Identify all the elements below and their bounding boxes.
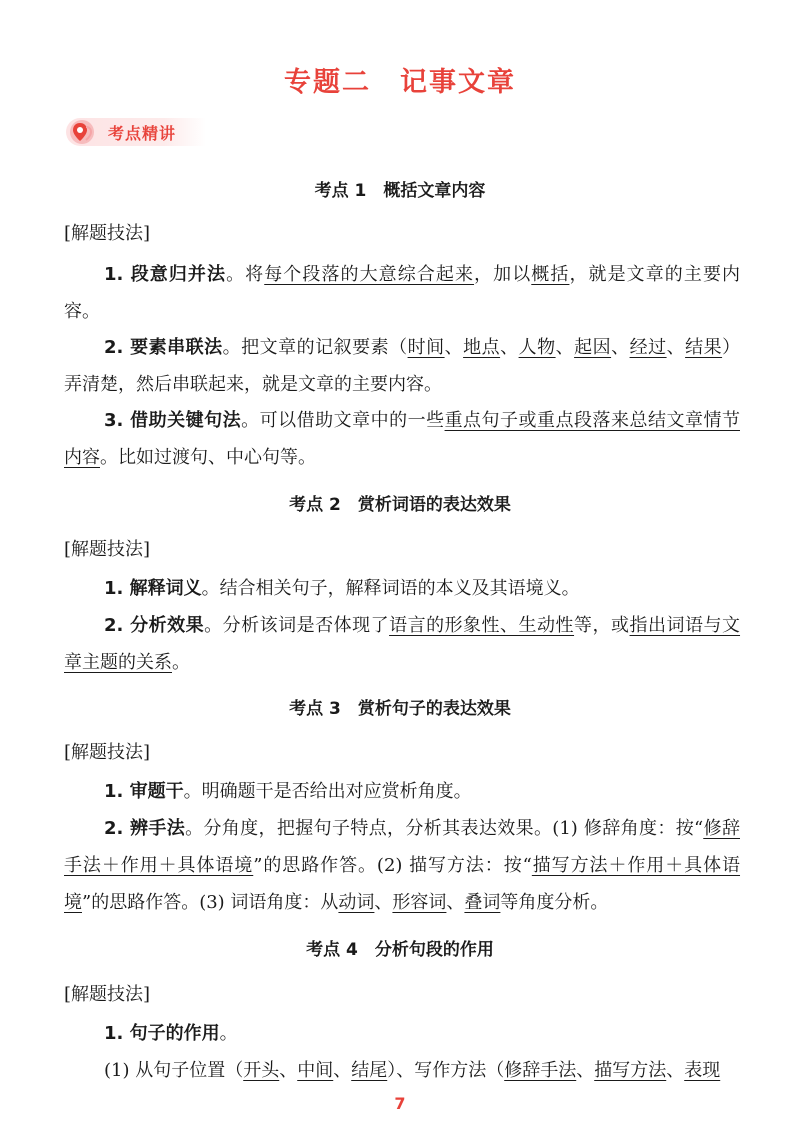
section-heading-2 <box>0 490 800 515</box>
topic-badge <box>66 118 206 146</box>
item-text: 。将 <box>226 264 265 285</box>
item-text: 、 <box>576 1060 595 1081</box>
underlined-phrase: 起因 <box>574 337 612 358</box>
section-title: 概括文章内容 <box>383 181 486 201</box>
item-text: 、 <box>555 337 575 358</box>
item-text: 。分角度，把握句子特点，分析其表达效果。(1) 修辞角度：按“ <box>185 818 704 839</box>
item-text: 、 <box>611 337 630 358</box>
method-label: [解题技法] <box>64 984 151 1005</box>
method-item <box>64 1052 740 1089</box>
section-number: 考点 1 <box>314 181 367 201</box>
item-text: 等，或 <box>574 615 630 636</box>
underlined-phrase: 描写方法 <box>594 1060 667 1081</box>
underlined-phrase: 指出词语与文章主题的关系 <box>64 615 741 673</box>
item-text: 、 <box>279 1060 298 1081</box>
item-lead: 2. 分析效果 <box>104 615 205 636</box>
underlined-phrase: 每个段落的大意综合起来 <box>264 264 475 285</box>
item-text: 、 <box>666 337 686 358</box>
method-item <box>64 256 740 330</box>
method-label: [解题技法] <box>64 539 151 560</box>
item-text: 等角度分析。 <box>500 892 609 913</box>
underlined-phrase: 形容词 <box>392 892 447 913</box>
section-number: 考点 2 <box>289 495 341 515</box>
item-text: ）、写作方法（ <box>387 1060 505 1081</box>
method-label: [解题技法] <box>64 742 151 763</box>
underlined-phrase: 动词 <box>338 892 375 913</box>
underlined-phrase: 概括 <box>531 264 570 285</box>
method-item <box>64 402 740 476</box>
underlined-phrase: 中间 <box>297 1060 334 1081</box>
item-text: 、 <box>444 337 464 358</box>
item-text: 。把文章的记叙要素（ <box>222 337 408 358</box>
item-text: 。 <box>219 1023 238 1044</box>
underlined-phrase: 语言的形象性、生动性 <box>389 615 575 636</box>
underlined-phrase: 人物 <box>518 337 556 358</box>
underlined-phrase: 开头 <box>243 1060 280 1081</box>
underlined-phrase: 经过 <box>629 337 667 358</box>
item-text: 。分析该词是否体现了 <box>204 615 390 636</box>
section-heading-1 <box>0 176 800 201</box>
underlined-phrase: 时间 <box>407 337 445 358</box>
item-lead: 2. 要素串联法 <box>104 337 223 358</box>
method-item <box>64 810 740 921</box>
section-title: 赏析词语的表达效果 <box>357 495 511 515</box>
item-text: ，加以 <box>474 264 532 285</box>
location-pin-icon <box>68 118 98 146</box>
item-lead: 3. 借助关键句法 <box>104 410 242 431</box>
page-title: 专题二 记事文章 <box>284 67 516 98</box>
underlined-phrase: 结尾 <box>351 1060 388 1081</box>
underlined-phrase: 修辞手法＋作用＋具体语境 <box>64 818 740 876</box>
item-text: ）弄清楚，然后串联起来，就是文章的主要内容。 <box>64 337 741 395</box>
method-item <box>64 773 740 810</box>
section-heading-4 <box>0 935 800 960</box>
section-number: 考点 4 <box>306 940 358 960</box>
item-text: 。结合相关句子，解释词语的本义及其语境义。 <box>201 578 580 599</box>
page-number: 7 <box>394 1094 406 1113</box>
item-text: 、 <box>666 1060 685 1081</box>
item-text: 。明确题干是否给出对应赏析角度。 <box>183 781 472 802</box>
method-label: [解题技法] <box>64 223 151 244</box>
item-lead: 1. 句子的作用 <box>104 1023 220 1044</box>
item-text: 、 <box>446 892 465 913</box>
item-text: ”的思路作答。(2) 描写方法：按“ <box>253 855 532 876</box>
section-title: 赏析句子的表达效果 <box>357 699 511 719</box>
method-item <box>64 329 740 403</box>
badge-label: 考点精讲 <box>108 124 177 143</box>
item-text: ”的思路作答。(3) 词语角度：从 <box>82 892 339 913</box>
method-item <box>64 570 740 607</box>
item-text: 、 <box>500 337 519 358</box>
method-item <box>64 1015 740 1052</box>
item-lead: 2. 辨手法 <box>104 818 186 839</box>
item-text: (1) 从句子位置（ <box>104 1060 244 1081</box>
section-number: 考点 3 <box>289 699 341 719</box>
item-text: ，就是文章的主要内容。 <box>64 264 741 322</box>
underlined-phrase: 地点 <box>463 337 501 358</box>
item-text: 、 <box>374 892 393 913</box>
underlined-phrase: 描写方法＋作用＋具体语境 <box>64 855 741 913</box>
section-heading-3 <box>0 694 800 719</box>
item-text: 。 <box>172 652 190 673</box>
underlined-phrase: 结果 <box>685 337 723 358</box>
item-text: 。比如过渡句、中心句等。 <box>100 447 316 468</box>
item-lead: 1. 审题干 <box>104 781 184 802</box>
item-text: 、 <box>333 1060 352 1081</box>
underlined-phrase: 叠词 <box>464 892 501 913</box>
item-lead: 1. 解释词义 <box>104 578 202 599</box>
method-item <box>64 607 740 681</box>
item-lead: 1. 段意归并法 <box>104 264 227 285</box>
underlined-phrase: 修辞手法 <box>504 1060 577 1081</box>
item-text: 。可以借助文章中的一些 <box>241 410 445 431</box>
section-title: 分析句段的作用 <box>374 940 494 960</box>
underlined-phrase: 重点句子或重点段落来总结文章情节内容 <box>64 410 740 468</box>
underlined-phrase: 表现 <box>684 1060 721 1081</box>
